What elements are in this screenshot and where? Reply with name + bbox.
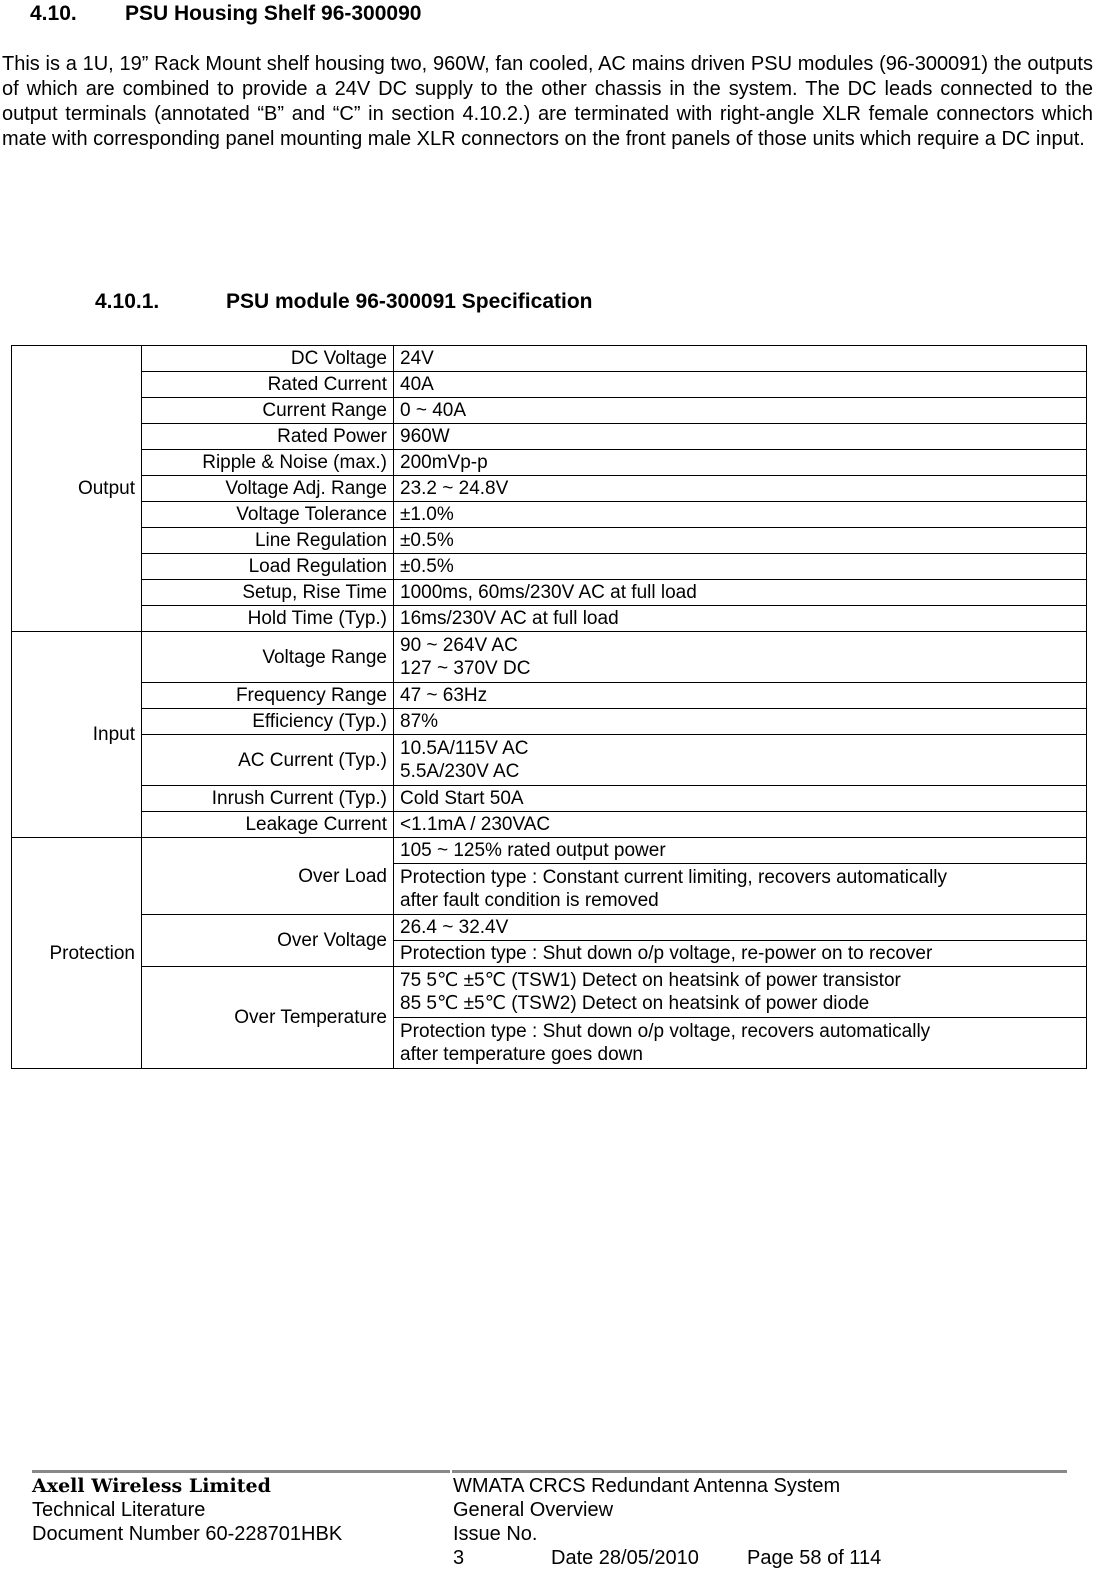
issue-date: Date 28/05/2010 [551,1547,699,1569]
issue-number: Issue No. 3 [453,1523,538,1569]
table-row [12,424,1087,450]
spec-value: 1000ms, 60ms/230V AC at full load [394,580,1087,606]
spec-label: Rated Current [142,372,394,398]
section-paragraph: This is a 1U, 19” Rack Mount shelf housing two, 960W, fan cooled, AC mains driven PSU modules (96-300091) the outputs of which are combined to provide a 24V DC supply to the other chassis in the system. The DC leads connected to the output terminals (annotated “B” and “C” in section 4.10.2.) are terminated with right-angle XLR female connectors which mate with corresponding panel mounting male XLR connectors on the front panels of those units which require a DC input. [2,53,1093,150]
spec-value: ±0.5% [394,554,1087,580]
table-row [12,683,1087,709]
spec-label: Load Regulation [142,554,394,580]
section-title: PSU Housing Shelf 96-300090 [125,2,422,25]
footer-divider [32,1470,1067,1473]
spec-value-line: after temperature goes down [400,1044,643,1065]
table-row [12,528,1087,554]
spec-value: 87% [394,709,1087,735]
table-row [12,709,1087,735]
spec-value [394,632,1087,683]
spec-value: 16ms/230V AC at full load [394,606,1087,632]
spec-value [394,864,1087,915]
group-protection: Protection [12,838,142,1069]
table-row [12,967,1087,1018]
spec-label: Over Voltage [142,915,394,967]
spec-value: 47 ~ 63Hz [394,683,1087,709]
spec-value [394,1018,1087,1069]
system-name: WMATA CRCS Redundant Antenna System [453,1475,841,1497]
literature-label: Technical Literature [32,1499,206,1521]
spec-value-line: 90 ~ 264V AC [400,635,518,656]
group-input: Input [12,632,142,838]
spec-value-line: Protection type : Constant current limiting, recovers automatically [400,867,948,888]
footer-divider-gap [450,1470,452,1484]
table-row [12,812,1087,838]
spec-value: 0 ~ 40A [394,398,1087,424]
page-number: Page 58 of 114 [747,1547,882,1569]
table-row [12,346,1087,372]
spec-value: 105 ~ 125% rated output power [394,838,1087,864]
spec-value: 200mVp-p [394,450,1087,476]
spec-value: 960W [394,424,1087,450]
spec-label: Over Temperature [142,967,394,1069]
spec-label: Voltage Range [142,632,394,683]
table-row [12,606,1087,632]
spec-value-line: Protection type : Shut down o/p voltage, recovers automatically [400,1021,931,1042]
spec-value: 24V [394,346,1087,372]
table-row [12,786,1087,812]
table-row [12,838,1087,864]
spec-value-line: 127 ~ 370V DC [400,658,531,679]
spec-label: Line Regulation [142,528,394,554]
spec-label: Voltage Adj. Range [142,476,394,502]
spec-label: DC Voltage [142,346,394,372]
table-row [12,398,1087,424]
subsection-heading [95,290,592,314]
spec-label: Over Load [142,838,394,915]
spec-table [11,345,1087,1069]
spec-value: 40A [394,372,1087,398]
spec-label: Setup, Rise Time [142,580,394,606]
spec-label: Efficiency (Typ.) [142,709,394,735]
spec-value-line: 85 5℃ ±5℃ (TSW2) Detect on heatsink of power diode [400,993,870,1014]
table-row [12,580,1087,606]
table-row [12,735,1087,786]
section-heading [30,2,421,26]
footer-left [32,1474,342,1546]
spec-label: Ripple & Noise (max.) [142,450,394,476]
spec-label: Voltage Tolerance [142,502,394,528]
subsection-number: 4.10.1. [95,290,160,313]
spec-value: <1.1mA / 230VAC [394,812,1087,838]
spec-value: 26.4 ~ 32.4V [394,915,1087,941]
spec-value-line: after fault condition is removed [400,890,659,911]
spec-label: AC Current (Typ.) [142,735,394,786]
overview-label: General Overview [453,1499,614,1521]
spec-value [394,735,1087,786]
spec-label: Frequency Range [142,683,394,709]
table-row [12,554,1087,580]
table-row [12,502,1087,528]
table-row [12,476,1087,502]
table-row [12,372,1087,398]
section-number: 4.10. [30,2,77,25]
group-output: Output [12,346,142,632]
spec-value-line: 10.5A/115V AC [400,738,529,759]
spec-value: 23.2 ~ 24.8V [394,476,1087,502]
table-row [12,915,1087,941]
document-number: Document Number 60-228701HBK [32,1523,343,1545]
subsection-title: PSU module 96-300091 Specification [226,290,593,313]
spec-value: Protection type : Shut down o/p voltage, re-power on to recover [394,941,1087,967]
spec-label: Hold Time (Typ.) [142,606,394,632]
spec-label: Current Range [142,398,394,424]
spec-label: Leakage Current [142,812,394,838]
footer-right [453,1474,881,1570]
table-row [12,450,1087,476]
spec-label: Inrush Current (Typ.) [142,786,394,812]
spec-value-line: 5.5A/230V AC [400,761,520,782]
spec-label: Rated Power [142,424,394,450]
company-name: Axell Wireless Limited [32,1475,271,1497]
footer-meta [453,1522,881,1570]
spec-value: Cold Start 50A [394,786,1087,812]
spec-value-line: 75 5℃ ±5℃ (TSW1) Detect on heatsink of power transistor [400,970,901,991]
spec-value: ±1.0% [394,502,1087,528]
spec-value: ±0.5% [394,528,1087,554]
table-row [12,632,1087,683]
spec-value [394,967,1087,1018]
